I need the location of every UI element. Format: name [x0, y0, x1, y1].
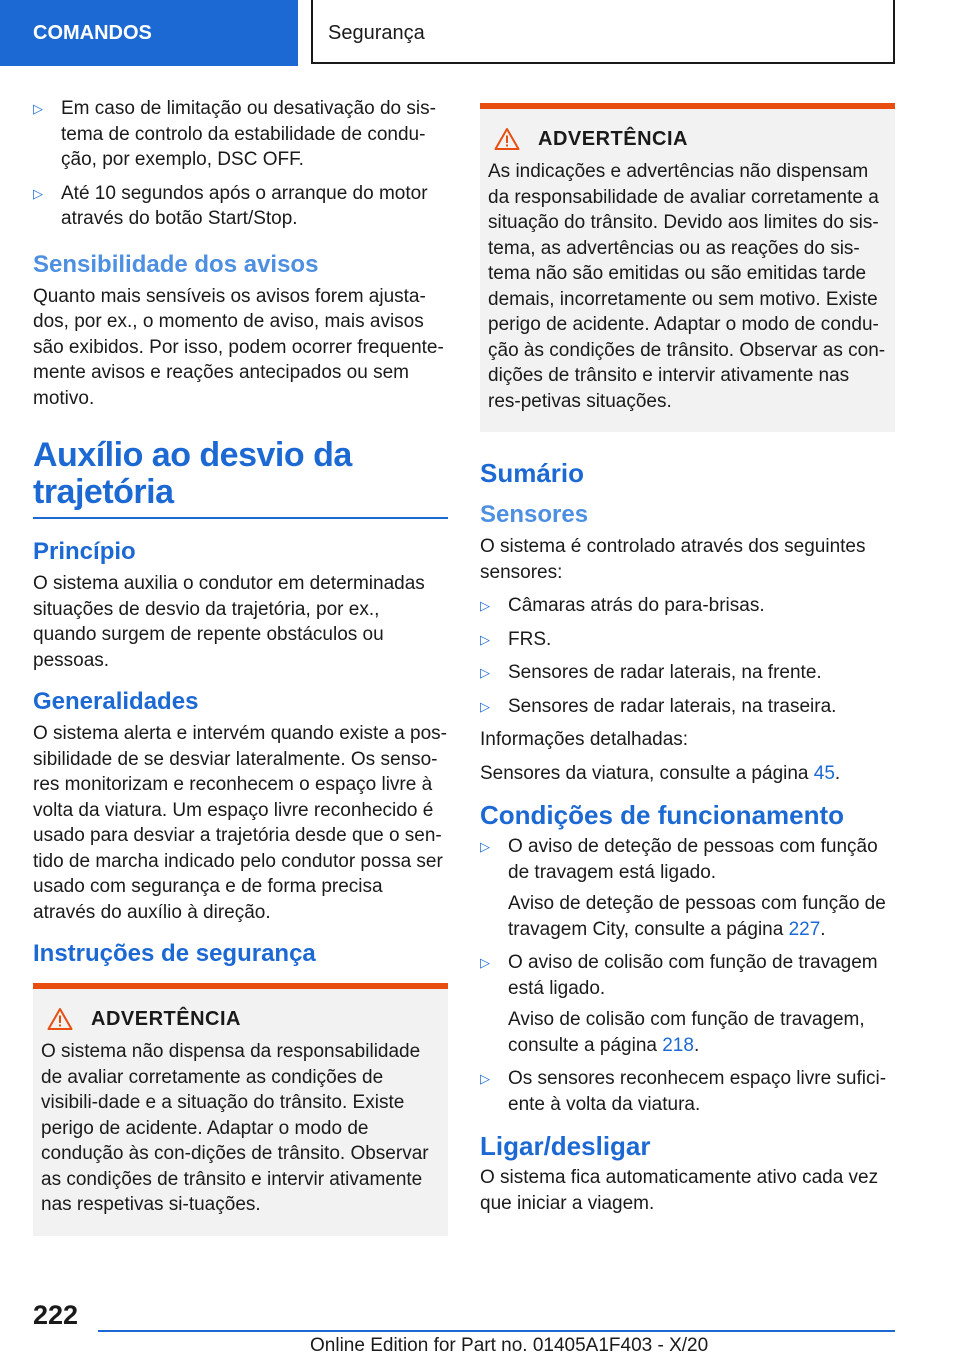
list-item: ▷ O aviso de deteção de pessoas com função de travagem está ligado. Aviso de deteção de pessoas com função de travagem City, consulte a página 227. — [480, 834, 895, 942]
section-tab[interactable]: Segurança — [311, 0, 895, 64]
triangle-bullet-icon: ▷ — [33, 101, 43, 116]
warning-triangle-icon — [47, 1007, 73, 1031]
principle-text: O sistema auxilia o condutor em determinadas situações de desvio da trajetória, por ex., quando surgem de repente obstáculos ou pessoas. — [33, 573, 425, 671]
triangle-bullet-icon: ▷ — [480, 955, 490, 970]
triangle-bullet-icon: ▷ — [480, 598, 490, 613]
page-link[interactable]: 45 — [813, 762, 835, 784]
triangle-bullet-icon: ▷ — [480, 698, 490, 714]
summary-heading: Sumário — [480, 458, 585, 488]
warning-triangle-icon — [494, 127, 520, 151]
sensors-list — [480, 593, 895, 719]
details-reference: Sensores da viatura, consulte a página 45. — [480, 762, 841, 784]
sensitivity-heading: Sensibilidade dos avisos — [33, 250, 319, 278]
warning-box — [33, 983, 448, 1236]
list-item: ▷ Sensores de radar laterais, na traseira. — [480, 694, 895, 720]
sensitivity-text: Quanto mais sensíveis os avisos forem ajusta-dos, por ex., o momento de aviso, mais avisos são exibidos. Por isso, podem ocorrer frequente-mente avisos e reações antecipados ou sem motivo. — [33, 285, 444, 409]
warning-text: O sistema não dispensa da responsabilidade de avaliar corretamente as condições de visibili-dade e a situação do trânsito. Existe perigo de acidente. Adaptar o modo de condução às con-dições de trânsito. Observar as condições de trânsito e intervir ativamente nas respetivas si-tuações. — [41, 1041, 429, 1215]
cross-reference: Aviso de deteção de pessoas com função de travagem City, consulte a página 227. — [508, 893, 886, 940]
list-item: ▷ Câmaras atrás do para-brisas. — [480, 593, 895, 619]
general-heading: Generalidades — [33, 688, 199, 715]
page-header — [0, 0, 960, 66]
triangle-bullet-icon: ▷ — [480, 631, 490, 647]
left-column — [33, 96, 448, 1236]
warning-text: As indicações e advertências não dispensam da responsabilidade de avaliar corretamente a situação do trânsito. Devido aos limites do sis-tema, as advertências ou as reações do sis-tema não são emitidas ou são emitidas tarde demais, incorretamente ou sem motivo. Existe perigo de acidente. Adaptar o modo de condu-ção às condições de trânsito. Observar as con-dições de trânsito e intervir ativamente nas res-petivas situações. — [488, 161, 886, 412]
list-item: ▷ Até 10 segundos após o arranque do motor através do botão Start/Stop. — [33, 182, 428, 229]
warning-box — [480, 103, 895, 432]
principle-heading: Princípio — [33, 538, 136, 565]
warning-title: ADVERTÊNCIA — [91, 1007, 241, 1030]
cross-reference: Aviso de colisão com função de travagem, consulte a página 218. — [508, 1009, 865, 1056]
edition-note: Online Edition for Part no. 01405A1F403 - X/20 — [310, 1335, 709, 1356]
list-item: ▷ O aviso de colisão com função de travagem está ligado. Aviso de colisão com função de travagem, consulte a página 218. — [480, 950, 895, 1058]
page-title: Auxílio ao desvio da trajetória — [33, 437, 448, 519]
general-text: O sistema alerta e intervém quando existe a pos-sibilidade de se desviar lateralmente. Os senso-res monitorizam e reconhecem o espaço livre à volta da viatura. Um espaço livre reconhecido é usado para desviar a trajetória desde que o sen-tido de marcha indicado pelo condutor possa ser usado com segurança e de forma precisa através do auxílio à direção. — [33, 723, 447, 923]
chapter-tab[interactable]: COMANDOS — [0, 0, 298, 66]
page-number: 222 — [33, 1300, 79, 1330]
list-item: ▷ Em caso de limitação ou desativação do sis-tema de controlo da estabilidade de condu-ção, por exemplo, DSC OFF. — [33, 98, 436, 170]
condition-list — [33, 96, 448, 232]
page-link[interactable]: 227 — [788, 918, 821, 940]
warning-header — [488, 127, 887, 151]
onoff-text: O sistema fica automaticamente ativo cada vez que iniciar a viagem. — [480, 1167, 879, 1214]
details-label: Informações detalhadas: — [480, 729, 689, 750]
list-item: ▷ FRS. — [480, 627, 895, 653]
conditions-heading: Condições de funcionamento — [480, 800, 845, 830]
sensors-intro: O sistema é controlado através dos seguintes sensores: — [480, 536, 866, 583]
warning-header — [41, 1007, 440, 1031]
triangle-bullet-icon: ▷ — [480, 665, 490, 680]
safety-heading: Instruções de segurança — [33, 940, 316, 967]
right-column — [480, 103, 895, 1224]
triangle-bullet-icon: ▷ — [480, 1071, 490, 1086]
list-item: ▷ Os sensores reconhecem espaço livre sufici-ente à volta da viatura. — [480, 1068, 887, 1115]
conditions-list — [480, 834, 895, 1117]
warning-title: ADVERTÊNCIA — [538, 127, 688, 150]
triangle-bullet-icon: ▷ — [33, 185, 43, 201]
sensors-heading: Sensores — [480, 501, 589, 528]
onoff-heading: Ligar/desligar — [480, 1131, 651, 1161]
page-link[interactable]: 218 — [662, 1034, 694, 1056]
list-item: ▷ Sensores de radar laterais, na frente. — [480, 660, 895, 686]
footer-divider — [98, 1330, 895, 1332]
triangle-bullet-icon: ▷ — [480, 839, 490, 854]
